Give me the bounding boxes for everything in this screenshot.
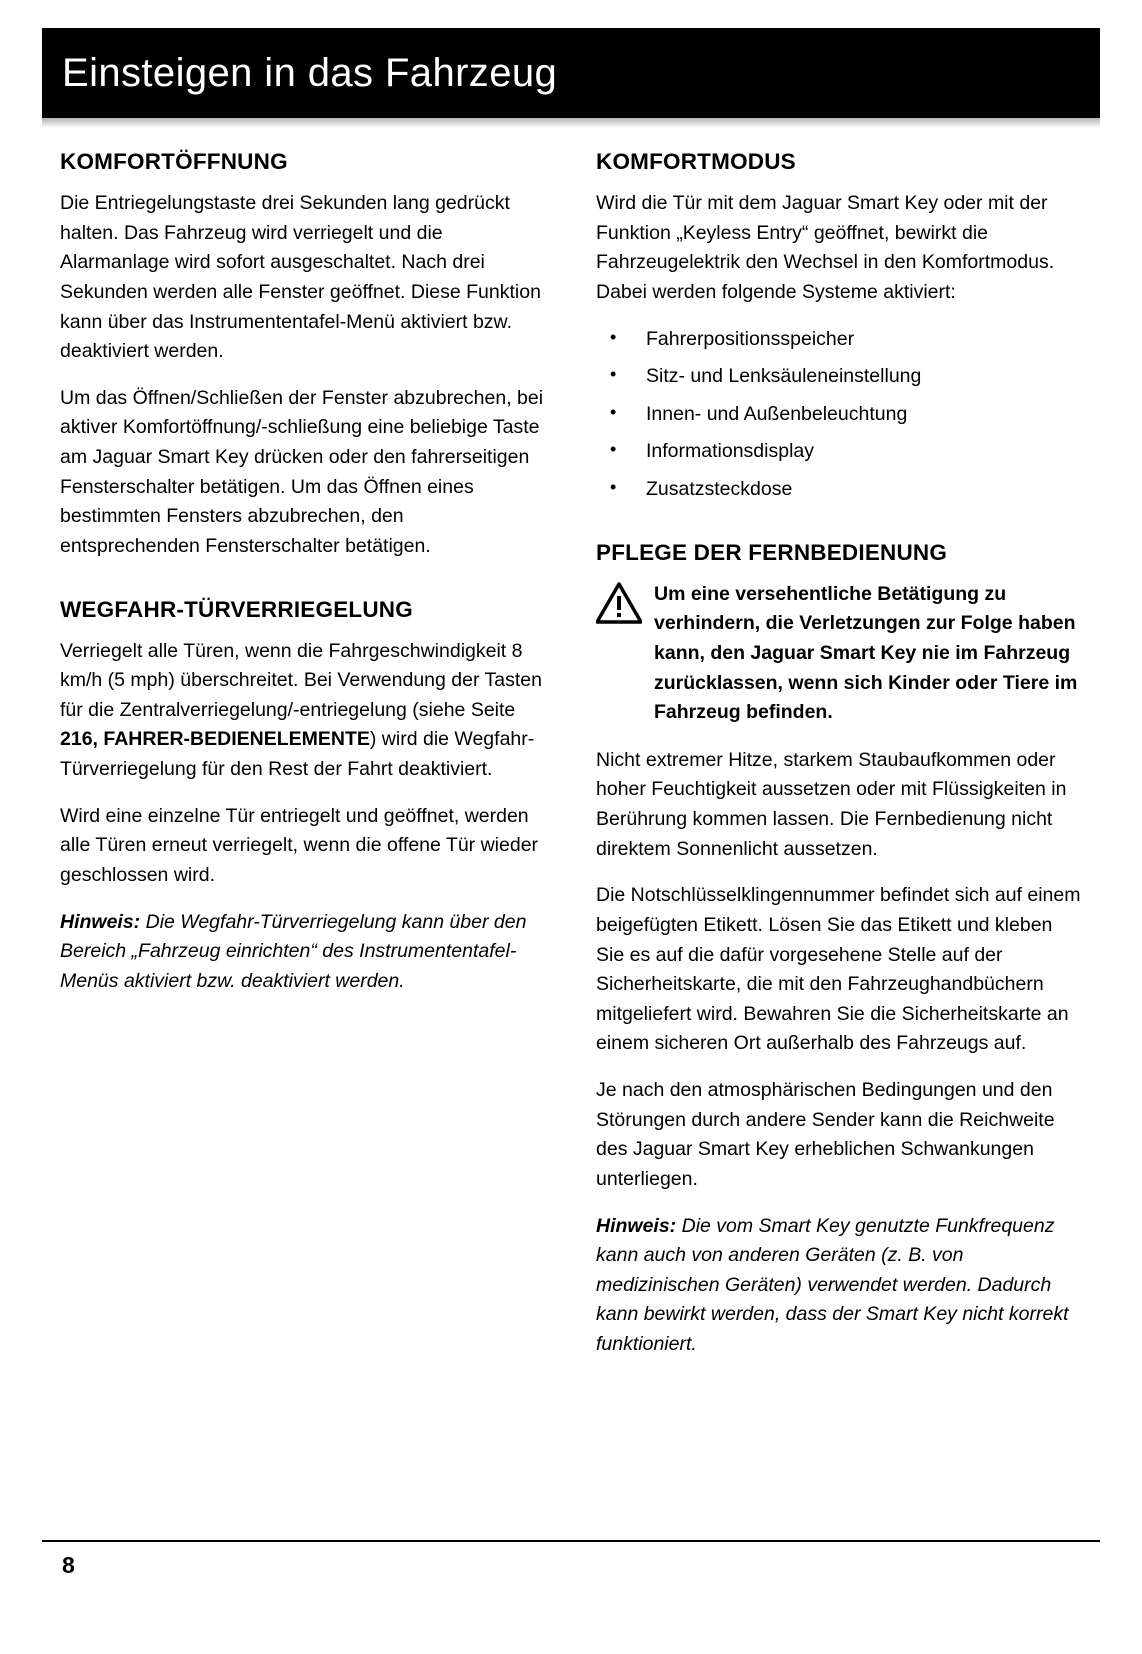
page-content: [60, 148, 1082, 1360]
paragraph: Wird eine einzelne Tür entriegelt und geöffnet, werden alle Türen erneut verriegelt, wenn die offene Tür wieder geschlossen wird.: [60, 804, 539, 886]
page-reference: 216, FAHRER-BEDIENELEMENTE: [60, 728, 370, 751]
warning-block: [596, 580, 1082, 728]
note-paragraph: [596, 1212, 1082, 1360]
header-shadow: [42, 118, 1100, 128]
note-paragraph: [60, 908, 546, 997]
paragraph-text-before: Verriegelt alle Türen, wenn die Fahrgeschwindigkeit 8 km/h (5 mph) überschreitet. Bei Verwendung der Tasten für die Zentralverriegelung/-entriegelung (siehe Seite: [60, 639, 542, 721]
paragraph: Je nach den atmosphärischen Bedingungen und den Störungen durch andere Sender kann die Reichweite des Jaguar Smart Key erheblichen Schwankungen unterliegen.: [596, 1079, 1055, 1190]
list-item: • Innen- und Außenbeleuchtung: [596, 400, 1082, 430]
note-label: Hinweis:: [596, 1214, 677, 1237]
warning-triangle-icon: [596, 582, 648, 624]
footer-divider: [42, 1540, 1100, 1542]
paragraph: Um das Öffnen/Schließen der Fenster abzubrechen, bei aktiver Komfortöffnung/-schließung eine beliebige Taste am Jaguar Smart Key drücken oder den fahrerseitigen Fensterschalter betätigen. Um das Öffnen eines bestimmten Fensters abzubrechen, den entsprechenden Fensterschalter betätigen.: [60, 386, 544, 557]
page-number: 8: [62, 1552, 75, 1578]
paragraph: Die Entriegelungstaste drei Sekunden lang gedrückt halten. Das Fahrzeug wird verriegelt und die Alarmanlage wird sofort ausgeschaltet. Nach drei Sekunden werden alle Fenster geöffnet. Diese Funktion kann über das Instrumententafel-Menü aktiviert bzw. deaktiviert werden.: [60, 192, 541, 363]
page-header: [42, 28, 1100, 118]
note-label: Hinweis:: [60, 910, 141, 933]
left-column: [60, 148, 546, 1360]
paragraph-text-after: ) wird die Wegfahr-Türverriegelung für den Rest der Fahrt deaktiviert.: [60, 728, 535, 780]
heading-pflege-der-fernbedienung: PFLEGE DER FERNBEDIENUNG: [596, 539, 948, 565]
warning-text: Um eine versehentliche Betätigung zu verhindern, die Verletzungen zur Folge haben kann, den Jaguar Smart Key nie im Fahrzeug zurücklassen, wenn sich Kinder oder Tiere im Fahrzeug befinden.: [654, 582, 1078, 724]
paragraph: Die Notschlüsselklingennummer befindet sich auf einem beigefügten Etikett. Lösen Sie das Etikett und kleben Sie es auf die dafür vorgesehene Stelle auf der Sicherheitskarte, die mit den Fahrzeughandbüchern mitgeliefert wird. Bewahren Sie die Sicherheitskarte an einem sicheren Ort außerhalb des Fahrzeugs auf.: [596, 884, 1081, 1055]
paragraph-with-reference: [60, 637, 546, 785]
list-item: • Sitz- und Lenksäuleneinstellung: [596, 362, 1082, 392]
note-text: Die Wegfahr-Türverriegelung kann über den Bereich „Fahrzeug einrichten“ des Instrumententafel-Menüs aktiviert bzw. deaktiviert werden.: [60, 910, 527, 992]
heading-wegfahr-tuerverriegelung: WEGFAHR-TÜRVERRIEGELUNG: [60, 596, 413, 622]
heading-komfortoeffnung: KOMFORTÖFFNUNG: [60, 149, 288, 174]
komfortmodus-systems-list: [596, 325, 1082, 505]
right-column: [596, 148, 1082, 1360]
paragraph: Nicht extremer Hitze, starkem Staubaufkommen oder hoher Feuchtigkeit aussetzen oder mit Flüssigkeiten in Berührung kommen lassen. Die Fernbedienung nicht direktem Sonnenlicht aussetzen.: [596, 748, 1067, 860]
paragraph: Wird die Tür mit dem Jaguar Smart Key oder mit der Funktion „Keyless Entry“ geöffnet, bewirkt die Fahrzeugelektrik den Wechsel in den Komfortmodus. Dabei werden folgende Systeme aktiviert:: [596, 192, 1055, 303]
list-item: • Informationsdisplay: [596, 437, 1082, 467]
page-title: Einsteigen in das Fahrzeug: [62, 50, 558, 95]
heading-komfortmodus: KOMFORTMODUS: [596, 149, 796, 174]
note-text: Die vom Smart Key genutzte Funkfrequenz kann auch von anderen Geräten (z. B. von medizinischen Geräten) verwendet werden. Dadurch kann bewirkt werden, dass der Smart Key nicht korrekt funktioniert.: [596, 1214, 1069, 1355]
list-item: • Zusatzsteckdose: [596, 475, 1082, 505]
list-item: • Fahrerpositionsspeicher: [596, 325, 1082, 355]
